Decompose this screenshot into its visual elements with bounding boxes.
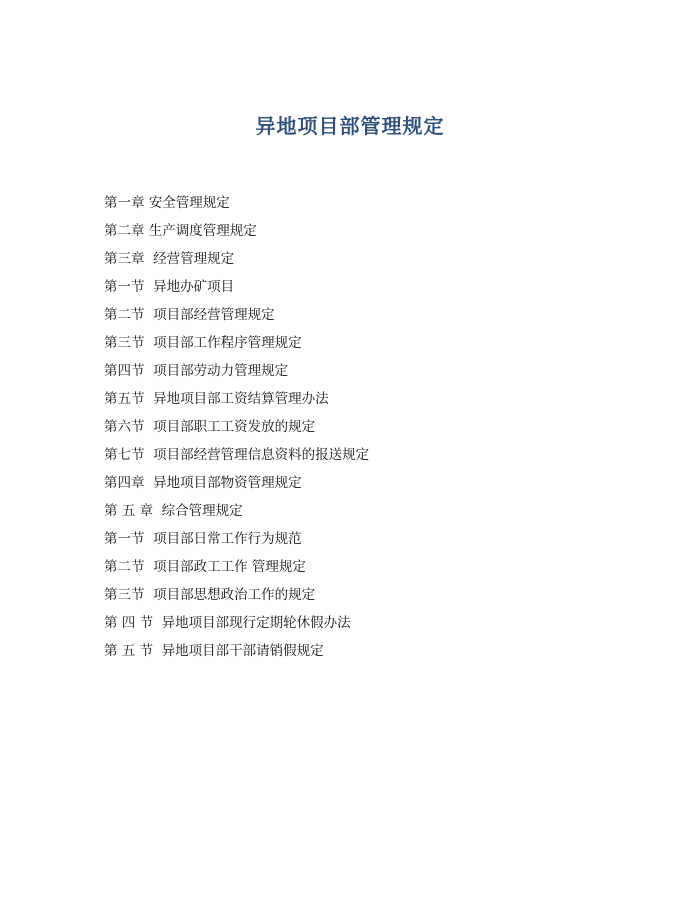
toc-item-ch3-section-1: 第一节 异地办矿项目: [104, 279, 235, 295]
toc-item-chapter-4: 第四章 异地项目部物资管理规定: [104, 475, 302, 491]
toc-item-ch5-section-4: 第 四 节 异地项目部现行定期轮休假办法: [104, 615, 351, 631]
toc-item-ch3-section-5: 第五节 异地项目部工资结算管理办法: [104, 391, 329, 407]
toc-item-ch3-section-4: 第四节 项目部劳动力管理规定: [104, 363, 289, 379]
toc-item-chapter-5: 第 五 章 综合管理规定: [104, 503, 243, 519]
toc-item-ch3-section-2: 第二节 项目部经营管理规定: [104, 307, 275, 323]
document-title: 异地项目部管理规定: [255, 114, 445, 138]
toc-item-ch5-section-1: 第一节 项目部日常工作行为规范: [104, 531, 302, 547]
toc-item-chapter-2: 第二章 生产调度管理规定: [104, 223, 257, 239]
toc-item-ch5-section-2: 第二节 项目部政工工作 管理规定: [104, 559, 306, 575]
toc-item-ch3-section-7: 第七节 项目部经营管理信息资料的报送规定: [104, 447, 370, 463]
toc-item-ch5-section-5: 第 五 节 异地项目部干部请销假规定: [104, 643, 324, 659]
toc-item-chapter-3: 第三章 经营管理规定: [104, 251, 235, 267]
toc-item-ch5-section-3: 第三节 项目部思想政治工作的规定: [104, 587, 316, 603]
toc-item-ch3-section-3: 第三节 项目部工作程序管理规定: [104, 335, 302, 351]
toc-item-chapter-1: 第一章 安全管理规定: [104, 195, 230, 211]
toc-item-ch3-section-6: 第六节 项目部职工工资发放的规定: [104, 419, 316, 435]
table-of-contents: [104, 192, 369, 668]
